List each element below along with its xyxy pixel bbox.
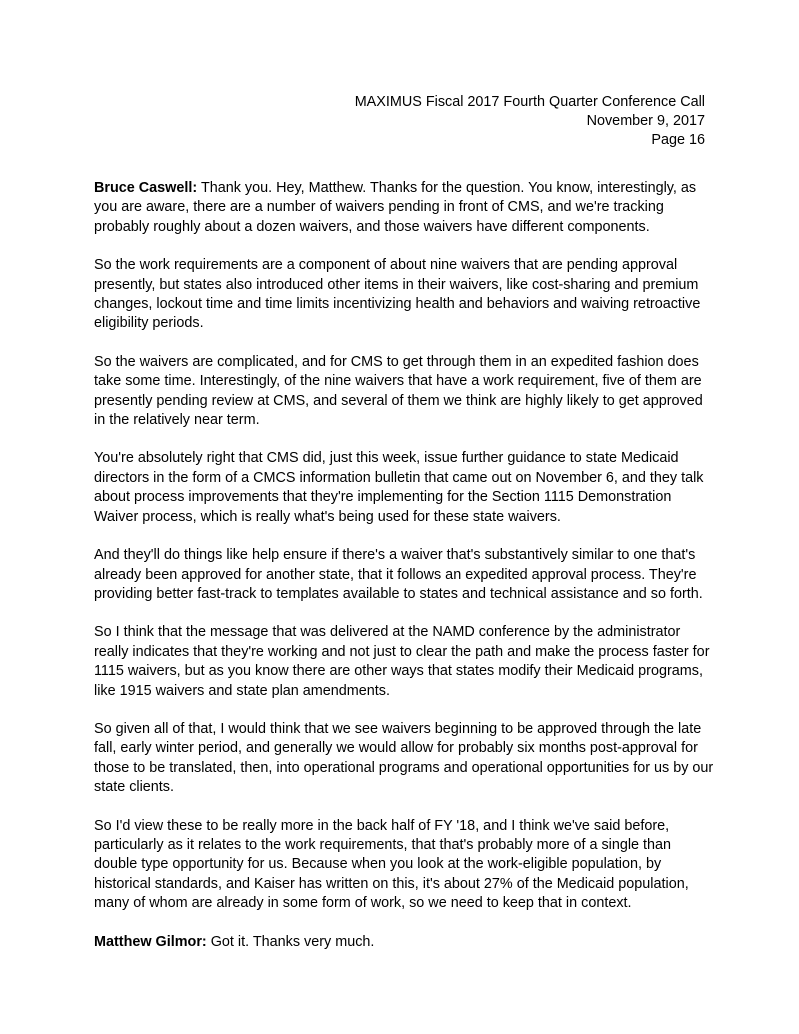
transcript-paragraph xyxy=(94,256,716,334)
transcript-paragraph xyxy=(94,353,716,431)
speaker-name: Bruce Caswell: xyxy=(94,180,198,196)
paragraph-text: So I'd view these to be really more in the back half of FY '18, and I think we've said before, particularly as it relates to the work requirements, that that's probably more of a single than double type opportunity for us. Because when you look at the work-eligible population, by historical standards, and Kaiser has written on this, it's about 27% of the Medicaid population, many of whom are already in some form of work, so we need to keep that in context. xyxy=(94,817,689,912)
transcript-paragraph xyxy=(94,449,716,527)
transcript-body xyxy=(94,179,716,971)
paragraph-text: So I think that the message that was delivered at the NAMD conference by the administrator really indicates that they're working and not just to clear the path and make the process faster for 1115 waivers, but as you know there are other ways that states modify their Medicaid programs, like 1915 waivers and state plan amendments. xyxy=(94,624,710,699)
paragraph-text: You're absolutely right that CMS did, just this week, issue further guidance to state Medicaid directors in the form of a CMCS information bulletin that came out on November 6, and they talk about process improvements that they're implementing for the Section 1115 Demonstration Waiver process, which is really what's being used for these state waivers. xyxy=(94,450,704,525)
paragraph-text: So the waivers are complicated, and for CMS to get through them in an expedited fashion does take some time. Interestingly, of the nine waivers that have a work requirement, five of them are presently pending review at CMS, and several of them we think are highly likely to get approved in the relatively near term. xyxy=(94,353,703,429)
transcript-paragraph xyxy=(94,623,716,701)
header-date: November 9, 2017 xyxy=(586,113,705,129)
paragraph-text: So the work requirements are a component of about nine waivers that are pending approval presently, but states also introduced other items in their waivers, like cost-sharing and premium changes, lockout time and time limits incentivizing health and behaviors and waiving retroactive eligibility periods. xyxy=(94,257,701,332)
header-title: MAXIMUS Fiscal 2017 Fourth Quarter Conference Call xyxy=(354,94,705,110)
paragraph-text: So given all of that, I would think that we see waivers beginning to be approved through the late fall, early winter period, and generally we would allow for probably six months post-approval for those to be translated, then, into operational programs and operational opportunities for us by our state clients. xyxy=(94,720,714,796)
transcript-paragraph xyxy=(94,817,716,914)
paragraph-text: Got it. Thanks very much. xyxy=(210,933,375,950)
paragraph-text: And they'll do things like help ensure if there's a waiver that's substantively similar to one that's already been approved for another state, that it follows an expedited approval process. They're providing better fast-track to templates available to states and technical assistance and so forth. xyxy=(94,547,703,602)
transcript-paragraph xyxy=(94,546,716,604)
transcript-paragraph xyxy=(94,179,716,237)
header-page-number: Page 16 xyxy=(651,132,705,148)
transcript-paragraph xyxy=(94,933,716,952)
transcript-paragraph xyxy=(94,720,716,798)
paragraph-text: Thank you. Hey, Matthew. Thanks for the question. You know, interestingly, as you are aware, there are a number of waivers pending in front of CMS, and we're tracking probably roughly about a dozen waivers, and those waivers have different components. xyxy=(94,180,697,235)
page-header xyxy=(355,93,705,150)
speaker-name: Matthew Gilmor: xyxy=(94,933,207,950)
